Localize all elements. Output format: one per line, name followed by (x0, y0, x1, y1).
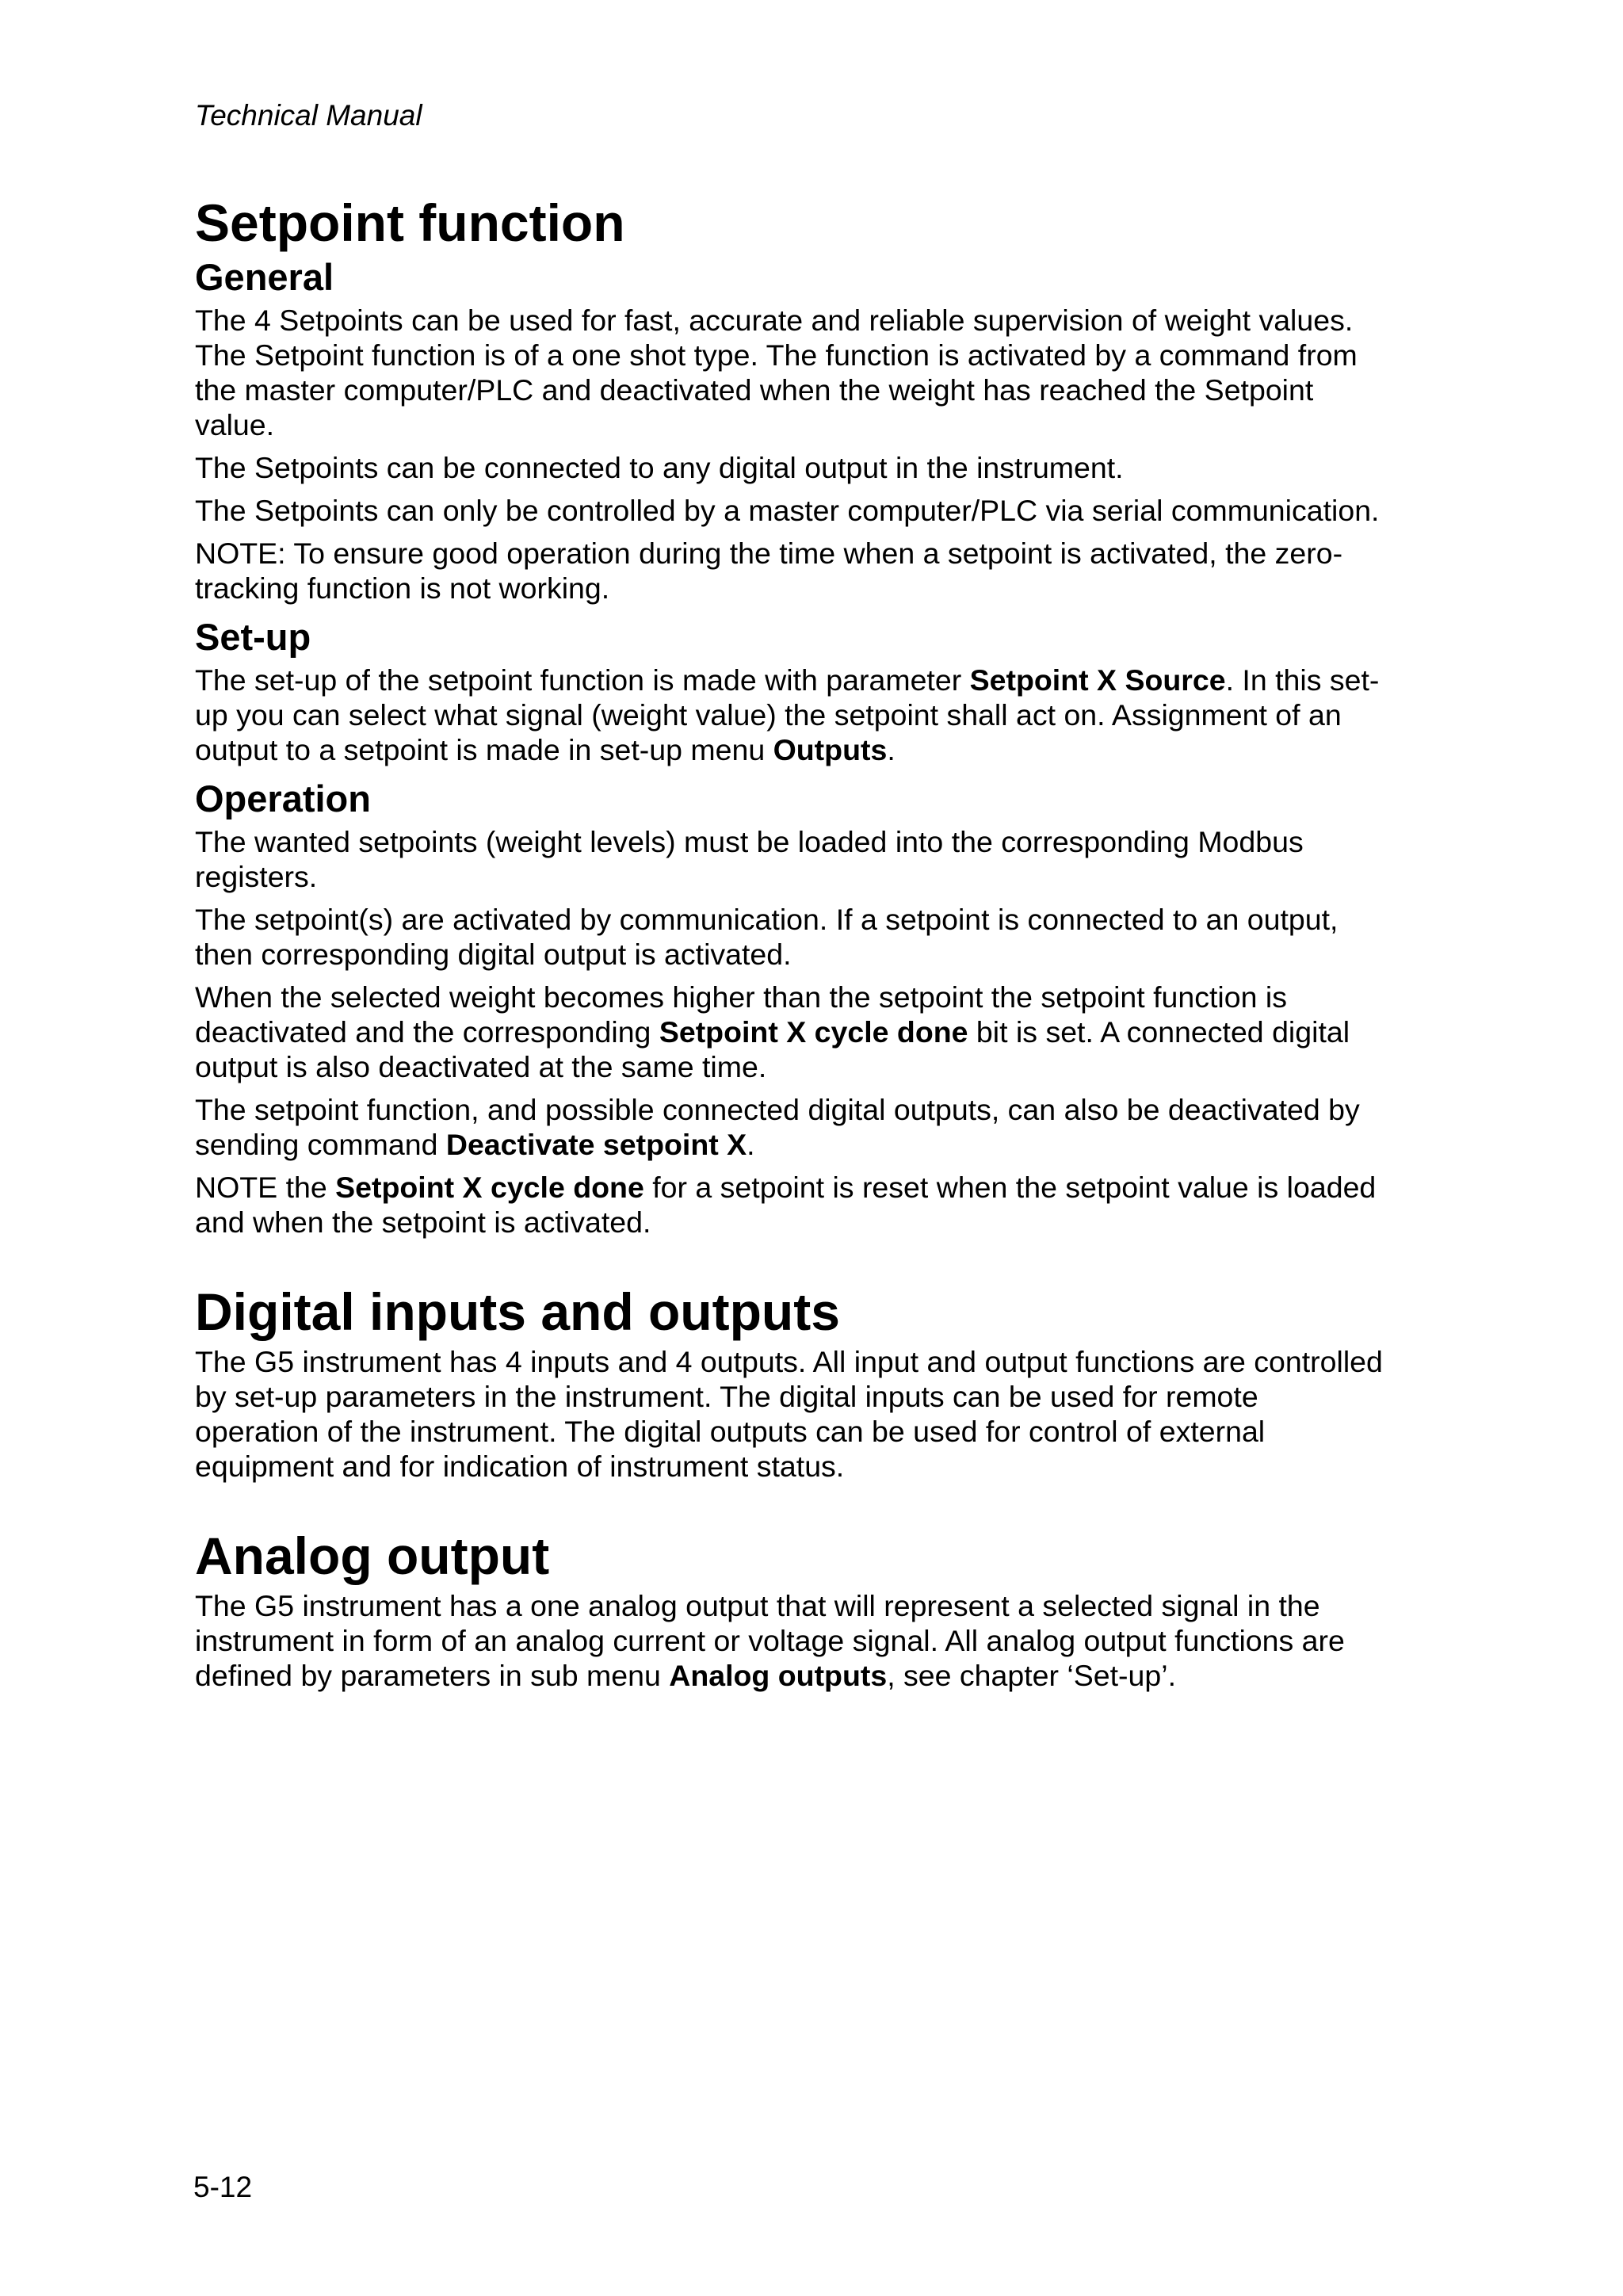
general-paragraph-1: The 4 Setpoints can be used for fast, accurate and reliable supervision of weight values. The Setpoint function is of a one shot type. The function is activated by a command from the master computer/PLC and deactivated when the weight has reached the Setpoint value. (195, 304, 1358, 441)
setup-paragraph (195, 663, 1384, 767)
operation-p4-text-1: The setpoint function, and possible connected digital outputs, can also be deactivated by sending command (195, 1093, 1360, 1161)
operation-p3-text-1: When the selected weight becomes higher than the setpoint the setpoint function is deactivated and the corresponding (195, 980, 1287, 1049)
running-header: Technical Manual (195, 99, 422, 132)
setpoint-function-heading: Setpoint function (195, 193, 625, 252)
general-paragraph-3: The Setpoints can only be controlled by a master computer/PLC via serial communication. (195, 494, 1380, 527)
general-paragraph-2: The Setpoints can be connected to any digital output in the instrument. (195, 451, 1124, 484)
operation-note (195, 1170, 1384, 1240)
analog-text-2: , see chapter ‘Set-up’. (887, 1659, 1177, 1692)
operation-p4-text-2: . (747, 1128, 755, 1161)
setup-text-3: . (887, 733, 896, 766)
operation-paragraph-4 (195, 1092, 1384, 1162)
digital-io-paragraph: The G5 instrument has 4 inputs and 4 outputs. All input and output functions are controlled by set-up parameters in the instrument. The digital inputs can be used for remote operation of the instrument. The digital outputs can be used for control of external equipment and for indication of instrument status. (195, 1345, 1383, 1483)
deactivate-setpoint-term: Deactivate setpoint X (445, 1128, 747, 1161)
analog-output-paragraph (195, 1588, 1384, 1693)
cycle-done-term: Setpoint X cycle done (659, 1015, 968, 1049)
digital-io-heading: Digital inputs and outputs (195, 1282, 840, 1341)
operation-note-text-2: for a setpoint is reset when the setpoint value is loaded and when the setpoint is activated. (195, 1171, 1377, 1239)
operation-paragraph-1: The wanted setpoints (weight levels) must be loaded into the corresponding Modbus registers. (195, 825, 1304, 893)
setpoint-source-term: Setpoint X Source (969, 663, 1226, 697)
page-number: 5-12 (193, 2171, 253, 2203)
page-content (195, 190, 1384, 1701)
setup-heading: Set-up (195, 616, 311, 658)
operation-p3-text-2: bit is set. A connected digital output is also deactivated at the same time. (195, 1015, 1350, 1083)
outputs-menu-term: Outputs (773, 733, 888, 766)
general-heading: General (195, 256, 334, 298)
general-note: NOTE: To ensure good operation during the time when a setpoint is activated, the zero-tracking function is not working. (195, 537, 1343, 605)
analog-outputs-menu-term: Analog outputs (669, 1659, 888, 1692)
operation-note-text-1: NOTE the (195, 1171, 336, 1204)
operation-heading: Operation (195, 777, 371, 819)
analog-text-1: The G5 instrument has a one analog output that will represent a selected signal in the instrument in form of an analog current or voltage signal. All analog output functions are defined by parameters in sub menu (195, 1589, 1345, 1692)
setup-text-2: . In this set-up you can select what signal (weight value) the setpoint shall act on. Assignment of an output to a setpoint is made in set-up menu (195, 663, 1380, 766)
cycle-done-term-note: Setpoint X cycle done (335, 1171, 644, 1204)
operation-paragraph-2: The setpoint(s) are activated by communication. If a setpoint is connected to an output, then corresponding digital output is activated. (195, 903, 1338, 971)
setup-text-1: The set-up of the setpoint function is made with parameter (195, 663, 970, 697)
operation-paragraph-3 (195, 980, 1384, 1084)
analog-output-heading: Analog output (195, 1526, 550, 1585)
